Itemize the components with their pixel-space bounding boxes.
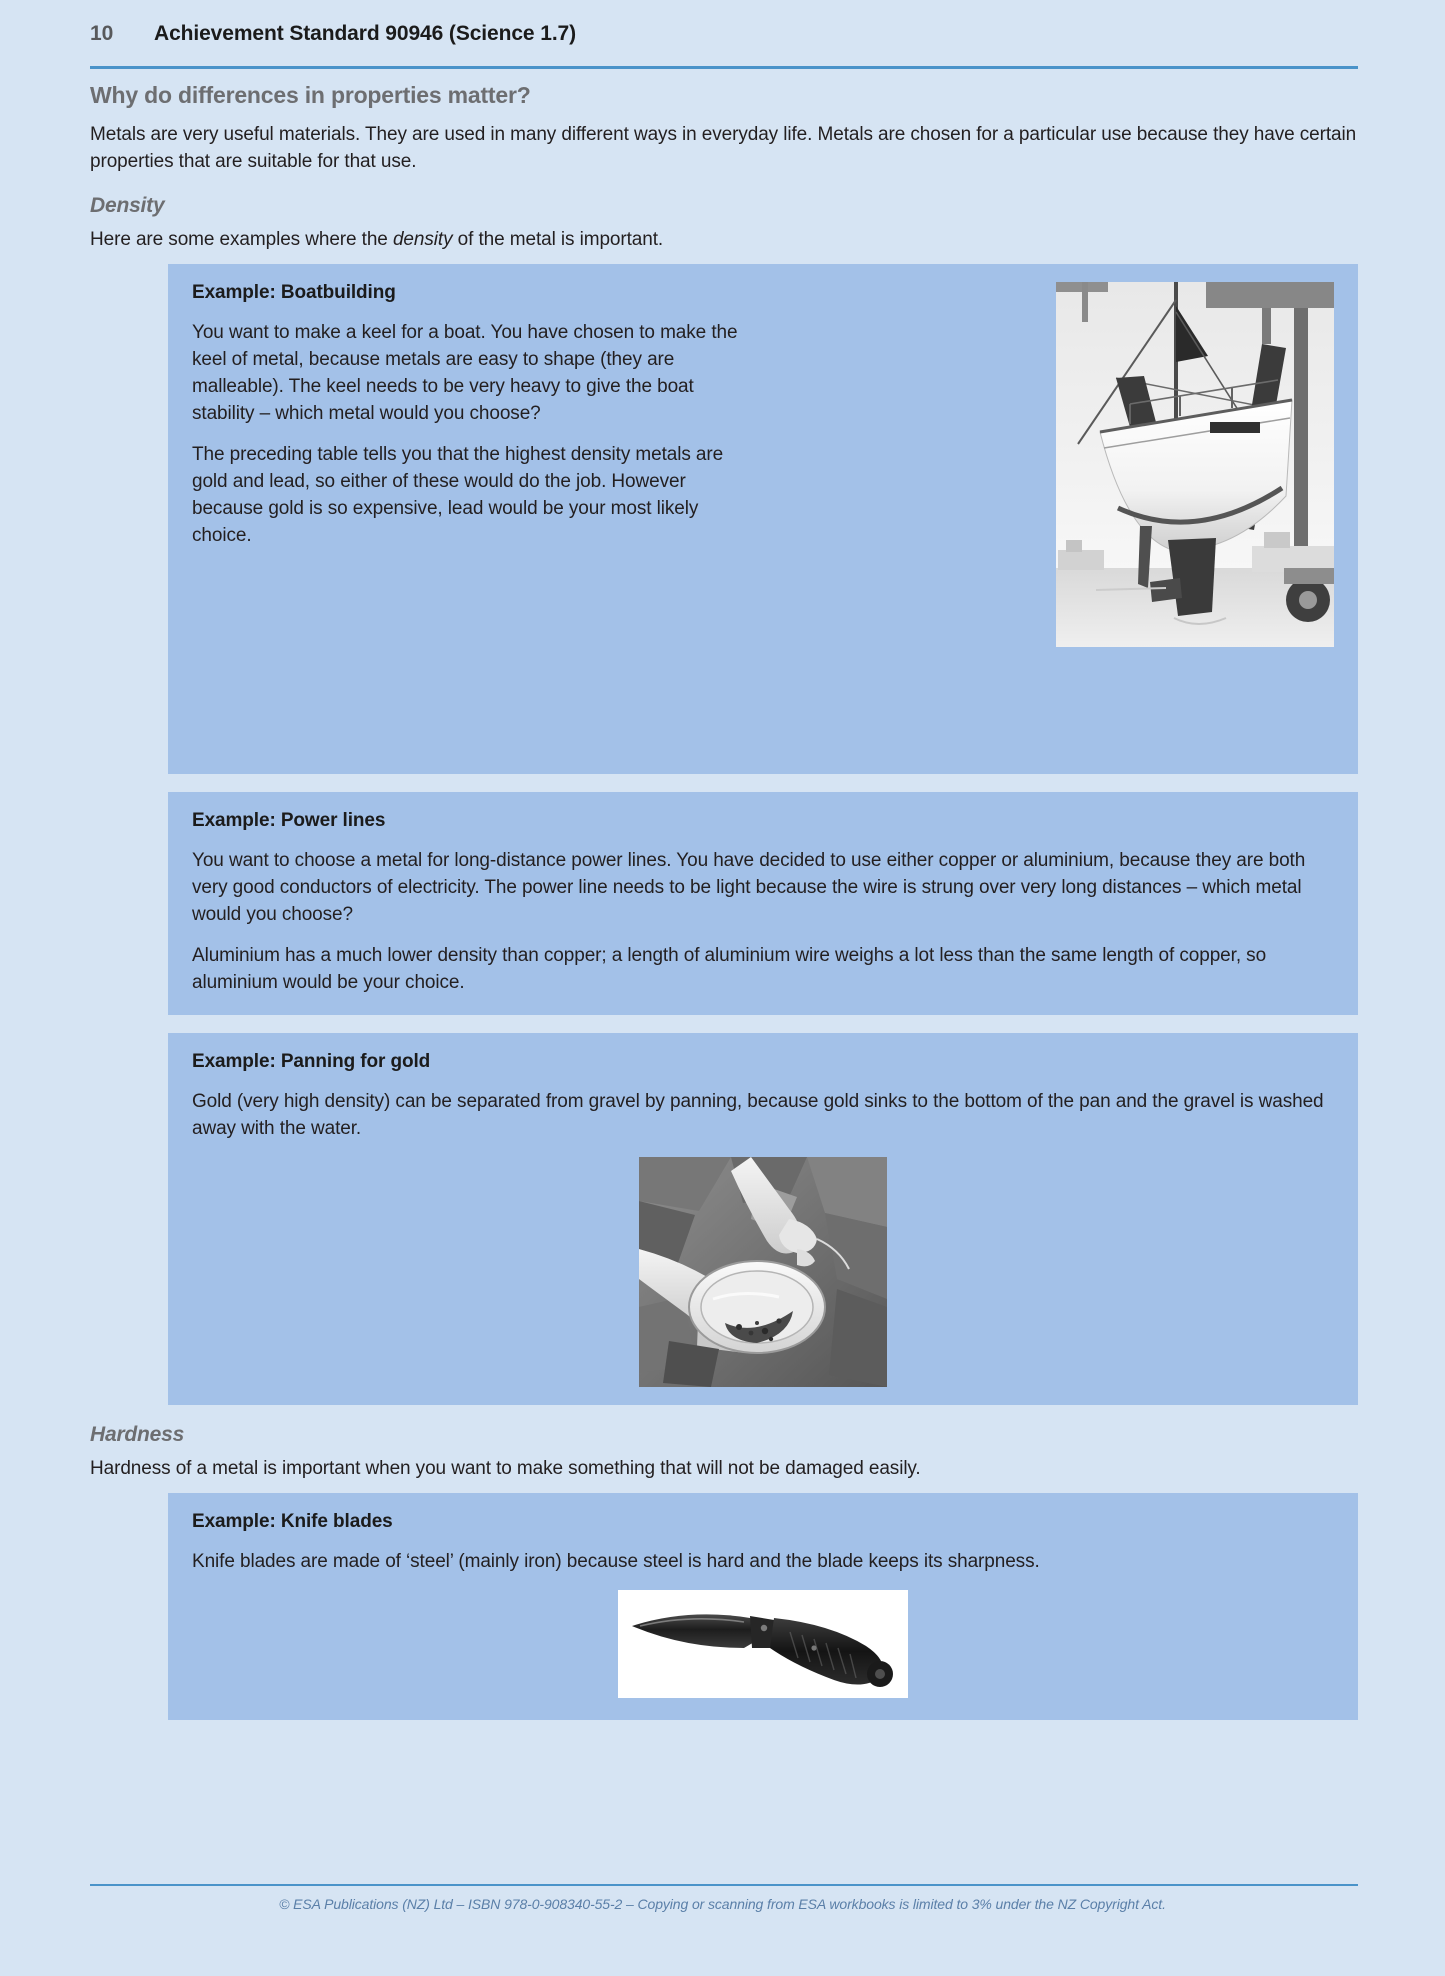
example-box-boatbuilding — [168, 264, 1358, 774]
boat-photo — [1056, 282, 1334, 647]
header-divider — [90, 66, 1358, 69]
header-title: Achievement Standard 90946 (Science 1.7) — [154, 22, 577, 45]
subsection-heading-hardness: Hardness — [90, 1422, 185, 1446]
example-title: Example: Knife blades — [192, 1510, 393, 1532]
example-paragraph: Gold (very high density) can be separated from gravel by panning, because gold sinks to the bottom of the pan and the gravel is washed away with the water. — [192, 1090, 1324, 1139]
footer-copyright: © ESA Publications (NZ) Ltd – ISBN 978-0-908340-55-2 – Copying or scanning from ESA workbooks is limited to 3% under the NZ Copyright Act. — [279, 1896, 1166, 1912]
density-lead-part1: Here are some examples where the — [90, 228, 393, 250]
example-text-column — [192, 282, 752, 550]
example-paragraph: Knife blades are made of ‘steel’ (mainly iron) because steel is hard and the blade keeps its sharpness. — [192, 1550, 1040, 1572]
example-paragraph: You want to make a keel for a boat. You have chosen to make the keel of metal, because metals are easy to shape (they are malleable). The keel needs to be very heavy to give the boat stability – which metal would you choose? — [192, 321, 738, 424]
gold-panning-photo-graphic — [639, 1157, 887, 1387]
section-title: Why do differences in properties matter? — [90, 82, 531, 108]
example-paragraph: You want to choose a metal for long-distance power lines. You have decided to use either copper or aluminium, because they are both very good conductors of electricity. The power line needs to be light because the wire is strung over very long distances – which metal would you choose? — [192, 849, 1306, 925]
example-title: Example: Power lines — [192, 809, 386, 831]
example-title: Example: Boatbuilding — [192, 281, 396, 303]
example-box-knife-blades — [168, 1493, 1358, 1720]
density-lead-part2: of the metal is important. — [452, 228, 664, 250]
footer-divider — [90, 1884, 1358, 1886]
page-number: 10 — [90, 22, 114, 45]
hardness-lead-paragraph: Hardness of a metal is important when you want to make something that will not be damaged easily. — [90, 1457, 921, 1479]
page-header — [90, 22, 1358, 46]
example-title: Example: Panning for gold — [192, 1050, 431, 1072]
page-content — [90, 82, 1358, 1738]
example-box-panning-for-gold — [168, 1033, 1358, 1405]
boat-photo-graphic — [1056, 282, 1334, 647]
knife-photo — [618, 1590, 908, 1698]
example-box-power-lines — [168, 792, 1358, 1015]
gold-panning-photo — [639, 1157, 887, 1387]
example-paragraph: The preceding table tells you that the highest density metals are gold and lead, so either of these would do the job. However because gold is so expensive, lead would be your most likely choice. — [192, 443, 724, 546]
example-paragraph: Aluminium has a much lower density than copper; a length of aluminium wire weighs a lot less than the same length of copper, so aluminium would be your choice. — [192, 944, 1267, 993]
knife-photo-graphic — [618, 1590, 908, 1698]
subsection-heading-density: Density — [90, 193, 165, 217]
density-lead-paragraph — [90, 227, 1358, 254]
intro-paragraph: Metals are very useful materials. They are used in many different ways in everyday life. Metals are chosen for a particular use because they have certain properties that are suitable for that use. — [90, 124, 1357, 172]
density-lead-italic: density — [392, 228, 453, 250]
